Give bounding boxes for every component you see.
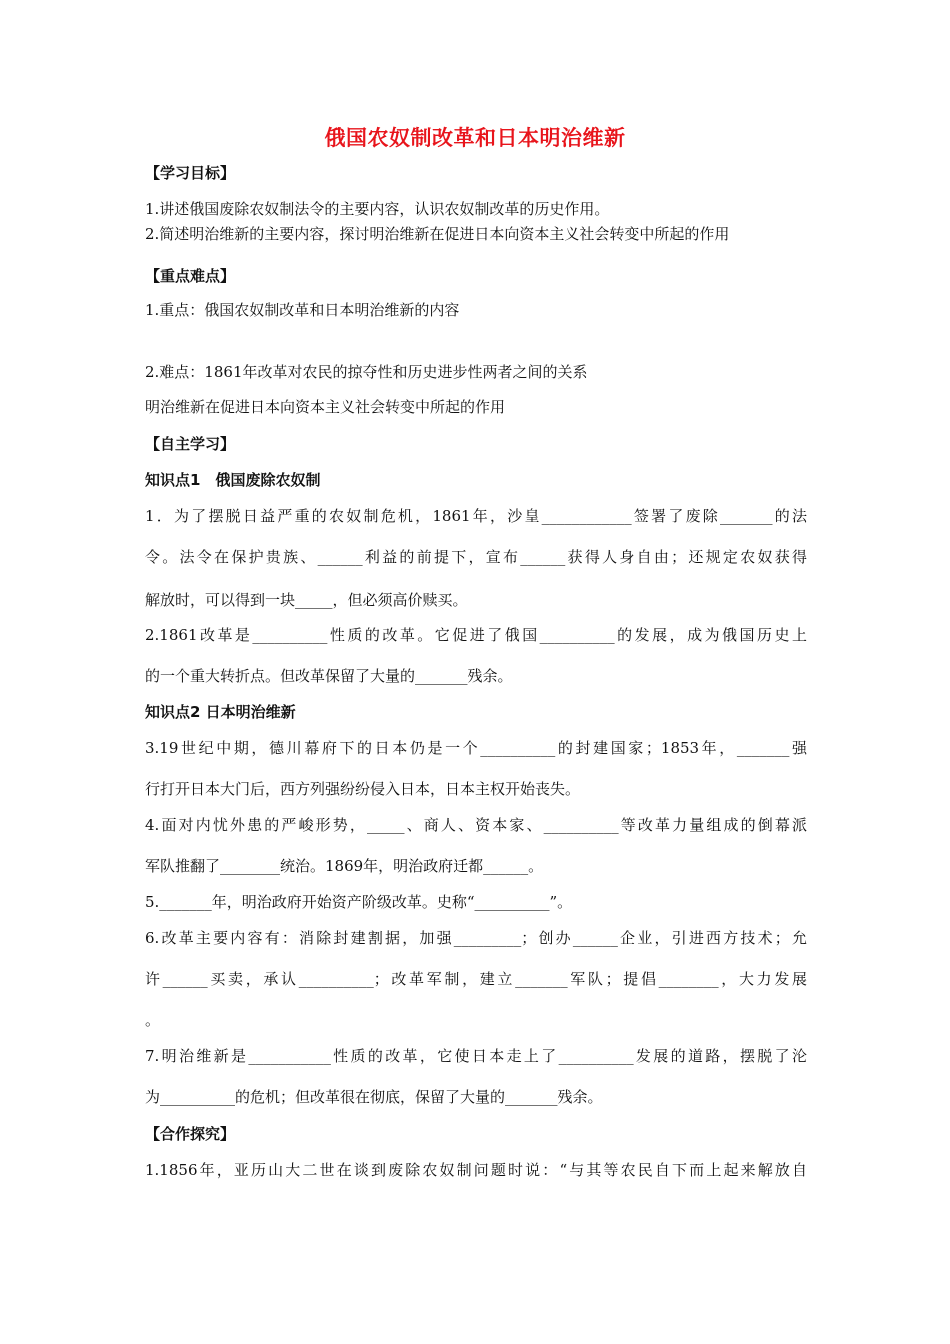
page-title: 俄国农奴制改革和日本明治维新 bbox=[324, 126, 626, 150]
question-line: 的一个重大转折点。但改革保留了大量的_______残余。 bbox=[145, 667, 513, 685]
question-line: 2.1861改革是__________性质的改革。它促进了俄国__________的发展，成为俄国历史上 bbox=[145, 626, 807, 644]
section-heading-goals: 【学习目标】 bbox=[145, 164, 236, 182]
question-line: 许______买卖，承认__________；改革军制，建立_______军队；提倡________，大力发展 bbox=[145, 970, 807, 988]
section-heading-keypoints: 【重点难点】 bbox=[145, 267, 236, 285]
goal-item: 2.简述明治维新的主要内容，探讨明治维新在促进日本向资本主义社会转变中所起的作用 bbox=[145, 225, 730, 243]
question-line: 解放时，可以得到一块_____，但必须高价赎买。 bbox=[145, 591, 468, 609]
question-line: 6.改革主要内容有：消除封建割据，加强_________；创办______企业，引进西方技术；允 bbox=[145, 929, 807, 947]
question-line: 令。法令在保护贵族、______利益的前提下，宣布______获得人身自由；还规定农奴获得 bbox=[145, 548, 807, 566]
question-line: 7.明治维新是___________性质的改革，它使日本走上了__________发展的道路，摆脱了沦 bbox=[145, 1047, 807, 1065]
question-line: 4.面对内忧外患的严峻形势，_____、商人、资本家、__________等改革力量组成的倒幕派 bbox=[145, 816, 807, 834]
knowledge-point-heading: 知识点2 日本明治维新 bbox=[145, 703, 296, 721]
section-heading-cooperate: 【合作探究】 bbox=[145, 1125, 236, 1143]
question-line: 3.19世纪中期，德川幕府下的日本仍是一个__________的封建国家；1853年，_______强 bbox=[145, 739, 807, 757]
question-line: 1．为了摆脱日益严重的农奴制危机，1861年，沙皇____________签署了废除_______的法 bbox=[145, 507, 807, 525]
question-line: 军队推翻了________统治。1869年，明治政府迁都______。 bbox=[145, 857, 544, 875]
question-line: 5._______年，明治政府开始资产阶级改革。史称“__________”。 bbox=[145, 893, 573, 911]
knowledge-point-heading: 知识点1 俄国废除农奴制 bbox=[145, 471, 321, 489]
question-line: 。 bbox=[145, 1011, 161, 1029]
goal-item: 1.讲述俄国废除农奴制法令的主要内容，认识农奴制改革的历史作用。 bbox=[145, 200, 610, 218]
question-line: 1.1856年，亚历山大二世在谈到废除农奴制问题时说：“与其等农民自下而上起来解放自 bbox=[145, 1161, 807, 1179]
keypoint-item: 1.重点：俄国农奴制改革和日本明治维新的内容 bbox=[145, 301, 460, 319]
question-line: 行打开日本大门后，西方列强纷纷侵入日本，日本主权开始丧失。 bbox=[145, 780, 581, 798]
keypoint-item: 明治维新在促进日本向资本主义社会转变中所起的作用 bbox=[145, 398, 506, 416]
section-heading-self-study: 【自主学习】 bbox=[145, 435, 236, 453]
keypoint-item: 2.难点：1861年改革对农民的掠夺性和历史进步性两者之间的关系 bbox=[145, 363, 588, 381]
question-line: 为__________的危机；但改革很在彻底，保留了大量的_______残余。 bbox=[145, 1088, 603, 1106]
